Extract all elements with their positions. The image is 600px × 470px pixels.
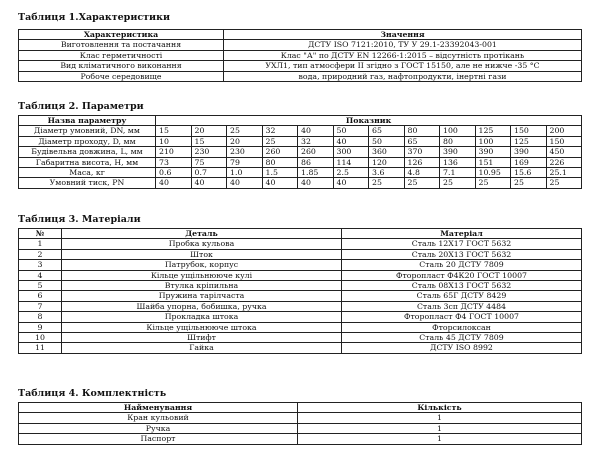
- parameter-name-cell: Діаметр проходу, D, мм: [19, 136, 156, 146]
- part-cell: Гайка: [62, 343, 342, 353]
- parameter-value-cell: 20: [191, 126, 227, 136]
- parameter-value-cell: 25: [369, 178, 405, 188]
- part-cell: Пробка кульова: [62, 239, 342, 249]
- part-cell: Прокладка штока: [62, 312, 342, 322]
- parameter-value-cell: 80: [262, 157, 298, 167]
- completeness-table: [18, 402, 582, 445]
- parameter-value-cell: 80: [404, 126, 440, 136]
- parameter-value-cell: 25: [511, 178, 547, 188]
- parameter-value-cell: 370: [404, 147, 440, 157]
- parameter-value-cell: 1.85: [298, 168, 334, 178]
- value-cell: УХЛ1, тип атмосфери II згідно з ГОСТ 15150, але не нижче -35 °С: [224, 61, 582, 71]
- characteristic-cell: Виготовлення та постачання: [19, 40, 224, 50]
- row-number-cell: 7: [19, 301, 62, 311]
- parameter-value-cell: 100: [440, 126, 476, 136]
- item-name-cell: Кран кульовий: [19, 413, 298, 423]
- table1-caption: Таблиця 1.Характеристики: [18, 12, 170, 23]
- row-number-cell: 1: [19, 239, 62, 249]
- parameter-value-cell: 151: [475, 157, 511, 167]
- table-row: [19, 343, 582, 353]
- parameter-value-cell: 10.95: [475, 168, 511, 178]
- parameter-value-cell: 25: [475, 178, 511, 188]
- parameter-value-cell: 390: [440, 147, 476, 157]
- header-part: Деталь: [62, 229, 342, 239]
- parameter-value-cell: 120: [369, 157, 405, 167]
- table-row: [19, 61, 582, 71]
- parameter-value-cell: 32: [262, 126, 298, 136]
- table-header-row: [19, 403, 582, 413]
- parameter-value-cell: 2.5: [333, 168, 369, 178]
- parameter-value-cell: 40: [262, 178, 298, 188]
- parameter-value-cell: 260: [298, 147, 334, 157]
- parameter-value-cell: 40: [191, 178, 227, 188]
- value-cell: вода, природний газ, нафтопродукти, інертні гази: [224, 71, 582, 81]
- materials-table: [18, 228, 582, 354]
- table-row: [19, 301, 582, 311]
- header-material: Матеріал: [342, 229, 582, 239]
- parameter-value-cell: 360: [369, 147, 405, 157]
- table-row: [19, 333, 582, 343]
- row-number-cell: 6: [19, 291, 62, 301]
- characteristics-table: [18, 29, 582, 82]
- parameter-value-cell: 40: [333, 136, 369, 146]
- table-row: [19, 147, 582, 157]
- table-row: [19, 126, 582, 136]
- quantity-cell: 1: [298, 434, 582, 444]
- row-number-cell: 9: [19, 322, 62, 332]
- header-number: №: [19, 229, 62, 239]
- material-cell: Сталь 45 ДСТУ 7809: [342, 333, 582, 343]
- parameter-value-cell: 65: [404, 136, 440, 146]
- parameter-value-cell: 79: [227, 157, 263, 167]
- table-header-row: [19, 229, 582, 239]
- table-row: [19, 270, 582, 280]
- parameter-value-cell: 40: [298, 178, 334, 188]
- parameter-value-cell: 390: [475, 147, 511, 157]
- item-name-cell: Ручка: [19, 423, 298, 433]
- parameter-value-cell: 25.1: [546, 168, 582, 178]
- material-cell: Фторопласт Ф4К20 ГОСТ 10007: [342, 270, 582, 280]
- parameter-value-cell: 40: [156, 178, 192, 188]
- parameter-value-cell: 75: [191, 157, 227, 167]
- parameter-value-cell: 0.7: [191, 168, 227, 178]
- parameter-name-cell: Діаметр умовний, DN, мм: [19, 126, 156, 136]
- parameter-value-cell: 25: [440, 178, 476, 188]
- table-row: [19, 71, 582, 81]
- row-number-cell: 5: [19, 281, 62, 291]
- row-number-cell: 3: [19, 260, 62, 270]
- parameter-value-cell: 65: [369, 126, 405, 136]
- parameter-value-cell: 126: [404, 157, 440, 167]
- parameter-value-cell: 10: [156, 136, 192, 146]
- parameter-name-cell: Маса, кг: [19, 168, 156, 178]
- parameter-value-cell: 260: [262, 147, 298, 157]
- parameters-table: [18, 115, 582, 189]
- table-row: [19, 291, 582, 301]
- parameter-value-cell: 86: [298, 157, 334, 167]
- table-row: [19, 249, 582, 259]
- table3-caption: Таблиця 3. Матеріали: [18, 214, 141, 225]
- material-cell: Фторсилоксан: [342, 322, 582, 332]
- characteristic-cell: Клас герметичності: [19, 50, 224, 60]
- parameter-value-cell: 230: [227, 147, 263, 157]
- parameter-value-cell: 125: [475, 126, 511, 136]
- parameter-value-cell: 40: [298, 126, 334, 136]
- parameter-value-cell: 210: [156, 147, 192, 157]
- parameter-value-cell: 100: [475, 136, 511, 146]
- parameter-value-cell: 150: [546, 136, 582, 146]
- parameter-value-cell: 15.6: [511, 168, 547, 178]
- header-characteristic: Характеристика: [19, 30, 224, 40]
- table2-caption: Таблиця 2. Параметри: [18, 101, 144, 112]
- parameter-value-cell: 230: [191, 147, 227, 157]
- row-number-cell: 11: [19, 343, 62, 353]
- material-cell: Сталь 3сп ДСТУ 4484: [342, 301, 582, 311]
- table-row: [19, 157, 582, 167]
- parameter-value-cell: 32: [298, 136, 334, 146]
- parameter-value-cell: 7.1: [440, 168, 476, 178]
- parameter-value-cell: 50: [333, 126, 369, 136]
- parameter-value-cell: 200: [546, 126, 582, 136]
- item-name-cell: Паспорт: [19, 434, 298, 444]
- parameter-value-cell: 150: [511, 126, 547, 136]
- characteristic-cell: Робоче середовище: [19, 71, 224, 81]
- characteristic-cell: Вид кліматичного виконання: [19, 61, 224, 71]
- parameter-value-cell: 1.0: [227, 168, 263, 178]
- table-row: [19, 312, 582, 322]
- part-cell: Шток: [62, 249, 342, 259]
- parameter-value-cell: 169: [511, 157, 547, 167]
- table-row: [19, 168, 582, 178]
- parameter-value-cell: 50: [369, 136, 405, 146]
- material-cell: Сталь 20 ДСТУ 7809: [342, 260, 582, 270]
- header-quantity: Кількість: [298, 403, 582, 413]
- table-row: [19, 239, 582, 249]
- header-indicator: Показник: [156, 116, 582, 126]
- parameter-value-cell: 4.8: [404, 168, 440, 178]
- parameter-value-cell: 226: [546, 157, 582, 167]
- parameter-value-cell: 25: [546, 178, 582, 188]
- material-cell: Фторопласт Ф4 ГОСТ 10007: [342, 312, 582, 322]
- parameter-value-cell: 25: [404, 178, 440, 188]
- material-cell: Сталь 12Х17 ГОСТ 5632: [342, 239, 582, 249]
- material-cell: Сталь 65Г ДСТУ 8429: [342, 291, 582, 301]
- row-number-cell: 4: [19, 270, 62, 280]
- part-cell: Втулка кріпильна: [62, 281, 342, 291]
- quantity-cell: 1: [298, 423, 582, 433]
- header-value: Значення: [224, 30, 582, 40]
- part-cell: Штифт: [62, 333, 342, 343]
- table-row: [19, 40, 582, 50]
- parameter-name-cell: Будівельна довжина, L, мм: [19, 147, 156, 157]
- table-row: [19, 178, 582, 188]
- parameter-value-cell: 114: [333, 157, 369, 167]
- table-header-row: [19, 30, 582, 40]
- parameter-value-cell: 73: [156, 157, 192, 167]
- table-row: [19, 260, 582, 270]
- parameter-value-cell: 80: [440, 136, 476, 146]
- part-cell: Кільце ущільнююче штока: [62, 322, 342, 332]
- parameter-value-cell: 136: [440, 157, 476, 167]
- material-cell: Сталь 20Х13 ГОСТ 5632: [342, 249, 582, 259]
- row-number-cell: 8: [19, 312, 62, 322]
- table-row: [19, 434, 582, 444]
- table-row: [19, 423, 582, 433]
- parameter-value-cell: 0.6: [156, 168, 192, 178]
- parameter-value-cell: 40: [333, 178, 369, 188]
- part-cell: Пружина тарілчаста: [62, 291, 342, 301]
- parameter-value-cell: 390: [511, 147, 547, 157]
- table-row: [19, 281, 582, 291]
- part-cell: Патрубок, корпус: [62, 260, 342, 270]
- header-parameter-name: Назва параметру: [19, 116, 156, 126]
- table-row: [19, 413, 582, 423]
- row-number-cell: 10: [19, 333, 62, 343]
- material-cell: Сталь 08Х13 ГОСТ 5632: [342, 281, 582, 291]
- part-cell: Шайба упорна, бобишка, ручка: [62, 301, 342, 311]
- table-row: [19, 136, 582, 146]
- table-header-row: [19, 116, 582, 126]
- row-number-cell: 2: [19, 249, 62, 259]
- value-cell: ДСТУ ISO 7121:2010, ТУ У 29.1-23392043-001: [224, 40, 582, 50]
- value-cell: Клас "А" по ДСТУ EN 12266-1:2015 – відсутність протікань: [224, 50, 582, 60]
- parameter-name-cell: Габаритна висота, H, мм: [19, 157, 156, 167]
- parameter-value-cell: 15: [191, 136, 227, 146]
- parameter-name-cell: Умовний тиск, PN: [19, 178, 156, 188]
- parameter-value-cell: 3.6: [369, 168, 405, 178]
- table-row: [19, 322, 582, 332]
- table-row: [19, 50, 582, 60]
- parameter-value-cell: 25: [262, 136, 298, 146]
- quantity-cell: 1: [298, 413, 582, 423]
- parameter-value-cell: 25: [227, 126, 263, 136]
- part-cell: Кільце ущільнююче кулі: [62, 270, 342, 280]
- header-item-name: Найменування: [19, 403, 298, 413]
- material-cell: ДСТУ ISO 8992: [342, 343, 582, 353]
- parameter-value-cell: 20: [227, 136, 263, 146]
- parameter-value-cell: 1.5: [262, 168, 298, 178]
- parameter-value-cell: 125: [511, 136, 547, 146]
- parameter-value-cell: 300: [333, 147, 369, 157]
- table4-caption: Таблиця 4. Комплектність: [18, 388, 167, 399]
- parameter-value-cell: 450: [546, 147, 582, 157]
- parameter-value-cell: 15: [156, 126, 192, 136]
- parameter-value-cell: 40: [227, 178, 263, 188]
